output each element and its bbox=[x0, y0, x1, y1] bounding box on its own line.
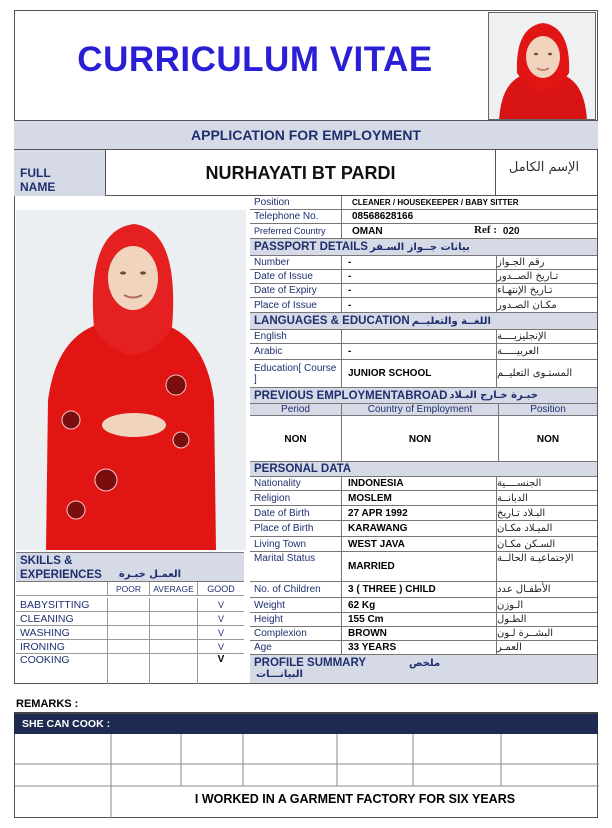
passport-place-row bbox=[250, 298, 597, 313]
passport-issue-ar: تـاريخ الصــدور bbox=[497, 271, 559, 282]
remarks-bar-label: SHE CAN COOK : bbox=[22, 718, 111, 730]
languages-title-ar: اللغــة والتعليــم bbox=[411, 315, 491, 327]
english-ar: الإنجليزيــــة bbox=[497, 331, 547, 342]
pob-label: Place of Birth bbox=[250, 521, 342, 536]
skill-good-mark: V bbox=[217, 641, 224, 652]
skills-title-2: EXPERIENCES bbox=[20, 569, 102, 581]
age-label: Age bbox=[250, 641, 342, 654]
passport-issue-value: - bbox=[342, 270, 497, 283]
complexion-row bbox=[250, 627, 597, 641]
passport-issue-label: Date of Issue bbox=[250, 270, 342, 283]
remarks-bar bbox=[14, 714, 598, 734]
skill-name: CLEANING bbox=[16, 612, 108, 625]
employment-title: PREVIOUS EMPLOYMENTABROAD bbox=[254, 389, 448, 402]
children-value: 3 ( THREE ) CHILD bbox=[342, 582, 497, 597]
height-value: 155 Cm bbox=[342, 613, 497, 626]
english-row bbox=[250, 330, 597, 344]
skills-columns-row bbox=[16, 582, 244, 596]
marital-row bbox=[250, 552, 597, 582]
marital-label: Marital Status bbox=[250, 552, 342, 581]
skill-good-mark: V bbox=[217, 627, 224, 638]
ref-value: 020 bbox=[502, 225, 520, 237]
portrait-main-image bbox=[16, 210, 246, 550]
weight-label: Weight bbox=[250, 598, 342, 612]
languages-title: LANGUAGES & EDUCATION bbox=[254, 315, 410, 327]
pob-value: KARAWANG bbox=[342, 521, 497, 536]
english-label: English bbox=[250, 330, 342, 343]
passport-number-row bbox=[250, 256, 597, 270]
position-value: CLEANER / HOUSEKEEPER / BABY SITTER bbox=[352, 198, 519, 207]
complexion-label: Complexion bbox=[250, 627, 342, 640]
religion-row bbox=[250, 491, 597, 506]
telephone-row bbox=[250, 210, 597, 224]
employment-period-value: NON bbox=[250, 416, 342, 462]
skill-good-mark: V bbox=[217, 613, 224, 624]
preferred-country-row bbox=[250, 224, 597, 239]
passport-number-label: Number bbox=[250, 256, 342, 269]
passport-title: PASSPORT DETAILS bbox=[254, 241, 368, 253]
passport-expiry-ar: تـاريخ الإنتهـاء bbox=[497, 285, 553, 296]
weight-ar: الـوزن bbox=[497, 599, 524, 611]
full-name-row bbox=[14, 150, 598, 196]
nationality-row bbox=[250, 477, 597, 491]
skill-row-cooking bbox=[16, 654, 244, 684]
dob-label: Date of Birth bbox=[250, 506, 342, 520]
ref-label: Ref : bbox=[474, 224, 497, 236]
passport-place-label: Place of Issue bbox=[250, 298, 342, 312]
passport-expiry-label: Date of Expiry bbox=[250, 284, 342, 297]
profile-title-ar-2: البيانـــات bbox=[256, 669, 303, 680]
skills-title-ar: العمـل خبـرة bbox=[118, 569, 182, 580]
profile-summary-header bbox=[250, 655, 597, 683]
religion-ar: الديانــة bbox=[497, 492, 528, 504]
passport-issue-row bbox=[250, 270, 597, 284]
living-town-label: Living Town bbox=[250, 537, 342, 551]
employment-col-position: Position bbox=[499, 404, 597, 416]
passport-title-ar: بيانات جــواز السـفر bbox=[369, 241, 470, 253]
remarks-title: REMARKS : bbox=[16, 698, 79, 710]
dob-value: 27 APR 1992 bbox=[342, 506, 497, 520]
passport-number-value: - bbox=[342, 256, 497, 269]
nationality-label: Nationality bbox=[250, 477, 342, 490]
skills-col-good: GOOD bbox=[207, 583, 235, 594]
profile-title: PROFILE SUMMARY bbox=[254, 657, 366, 669]
portrait-small bbox=[488, 12, 596, 120]
marital-value: MARRIED bbox=[342, 552, 497, 581]
dob-ar: البـلاد تـاريخ bbox=[497, 507, 546, 519]
telephone-label: Telephone No. bbox=[250, 210, 342, 223]
age-value: 33 YEARS bbox=[342, 641, 497, 654]
full-name-label-box bbox=[14, 150, 106, 196]
skills-col-poor: POOR bbox=[108, 582, 150, 595]
full-name-label-ar: الإسم الكامل bbox=[508, 160, 580, 175]
religion-value: MOSLEM bbox=[342, 491, 497, 505]
nationality-value: INDONESIA bbox=[342, 477, 497, 490]
portrait-small-image bbox=[489, 13, 596, 120]
skill-name: WASHING bbox=[16, 626, 108, 639]
employment-section-header bbox=[250, 388, 597, 404]
pob-row bbox=[250, 521, 597, 537]
pob-ar: الميـلاد مكـان bbox=[497, 523, 553, 534]
arabic-label: Arabic bbox=[250, 344, 342, 359]
employment-table bbox=[250, 404, 597, 462]
application-title: APPLICATION FOR EMPLOYMENT bbox=[191, 127, 421, 143]
remarks-grid bbox=[14, 734, 598, 818]
complexion-value: BROWN bbox=[342, 627, 497, 640]
position-row bbox=[250, 196, 597, 210]
full-name-label-2: NAME bbox=[20, 180, 56, 194]
application-bar bbox=[14, 120, 598, 150]
living-town-row bbox=[250, 537, 597, 552]
living-town-value: WEST JAVA bbox=[342, 537, 497, 551]
passport-section-header bbox=[250, 239, 597, 256]
height-row bbox=[250, 613, 597, 627]
preferred-country-value: OMAN bbox=[352, 225, 383, 237]
passport-number-ar: رقم الجـواز bbox=[497, 257, 545, 268]
children-row bbox=[250, 582, 597, 598]
education-label: Education[ Course ] bbox=[250, 360, 342, 387]
skill-row-washing bbox=[16, 626, 244, 640]
marital-ar: الإجتماعيـة الحالــة bbox=[497, 553, 574, 564]
skill-good-mark: V bbox=[217, 654, 225, 665]
passport-expiry-row bbox=[250, 284, 597, 298]
skill-name: BABYSITTING bbox=[16, 598, 108, 611]
portrait-main bbox=[16, 210, 246, 550]
employment-col-period: Period bbox=[250, 404, 342, 416]
employment-country-value: NON bbox=[342, 416, 499, 462]
telephone-value: 08568628166 bbox=[352, 211, 414, 222]
arabic-value: - bbox=[342, 344, 497, 359]
skill-name: COOKING bbox=[16, 654, 108, 684]
employment-col-country: Country of Employment bbox=[342, 404, 499, 416]
full-name-label-1: FULL bbox=[20, 166, 51, 180]
preferred-country-label: Preferred Country bbox=[250, 224, 342, 238]
skill-good-mark: V bbox=[217, 599, 224, 610]
living-town-ar: السـكن مكـان bbox=[497, 538, 556, 550]
skill-row-babysitting bbox=[16, 598, 244, 612]
age-row bbox=[250, 641, 597, 655]
weight-row bbox=[250, 598, 597, 613]
cv-title: CURRICULUM VITAE bbox=[77, 40, 433, 79]
education-row bbox=[250, 360, 597, 388]
children-ar: الأطفـال عدد bbox=[497, 584, 551, 595]
employment-position-value: NON bbox=[536, 433, 560, 445]
age-ar: العمـر bbox=[497, 642, 522, 653]
skill-row-cleaning bbox=[16, 612, 244, 626]
skills-header bbox=[16, 552, 244, 582]
passport-expiry-value: - bbox=[342, 284, 497, 297]
personal-title: PERSONAL DATA bbox=[254, 463, 352, 475]
remarks-note: I WORKED IN A GARMENT FACTORY FOR SIX YEARS bbox=[194, 792, 516, 806]
children-label: No. of Children bbox=[250, 582, 342, 597]
personal-section-header bbox=[250, 462, 597, 477]
dob-row bbox=[250, 506, 597, 521]
height-ar: الطـول bbox=[497, 614, 527, 625]
skill-row-ironing bbox=[16, 640, 244, 654]
full-name-value: NURHAYATI BT PARDI bbox=[106, 150, 496, 196]
languages-section-header bbox=[250, 313, 597, 330]
skills-title-1: SKILLS & bbox=[20, 555, 73, 567]
religion-label: Religion bbox=[250, 491, 342, 505]
passport-place-ar: مكـان الصـدور bbox=[497, 299, 557, 311]
position-label: Position bbox=[250, 196, 342, 209]
height-label: Height bbox=[250, 613, 342, 626]
complexion-ar: البشــرة لـون bbox=[497, 628, 554, 639]
nationality-ar: الجنســــية bbox=[497, 478, 542, 489]
english-value bbox=[342, 330, 497, 343]
profile-title-ar: ملخص bbox=[409, 658, 441, 669]
education-value: JUNIOR SCHOOL bbox=[342, 360, 497, 387]
education-ar: المستـوى التعليــم bbox=[497, 367, 573, 379]
arabic-row bbox=[250, 344, 597, 360]
passport-place-value: - bbox=[342, 298, 497, 312]
skills-col-average: AVERAGE bbox=[150, 582, 198, 595]
weight-value: 62 Kg bbox=[342, 598, 497, 612]
employment-title-ar: خبـرة خـارج البـلاد bbox=[449, 390, 538, 401]
arabic-ar: العربيـــــة bbox=[497, 346, 539, 357]
skill-name: IRONING bbox=[16, 640, 108, 653]
